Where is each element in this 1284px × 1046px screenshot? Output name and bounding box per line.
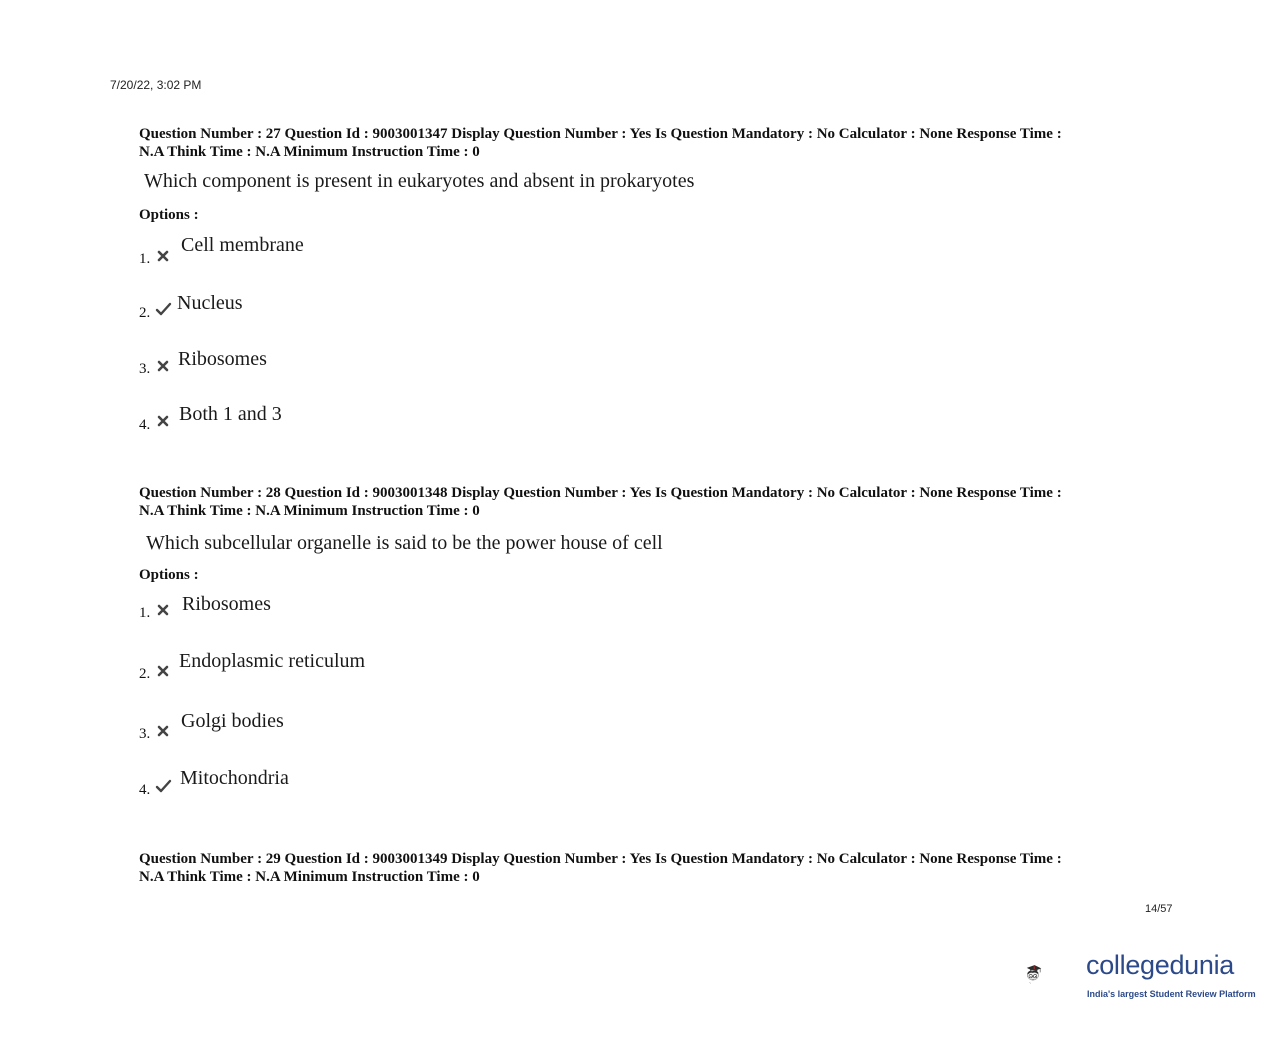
cross-icon (156, 603, 170, 617)
option-number: 3. (139, 361, 151, 377)
options-label: Options : (139, 207, 199, 223)
question-meta-line2: N.A Think Time : N.A Minimum Instruction Time : 0 (139, 503, 480, 519)
question-meta-line2: N.A Think Time : N.A Minimum Instruction Time : 0 (139, 869, 480, 885)
option-number: 1. (139, 605, 151, 621)
cross-icon (156, 414, 170, 428)
option-text: Nucleus (177, 292, 243, 314)
option-number: 4. (139, 782, 151, 798)
question-text: Which subcellular organelle is said to be the power house of cell (146, 532, 663, 554)
option-text: Both 1 and 3 (179, 403, 282, 425)
question-meta (139, 125, 1149, 161)
cross-icon (156, 724, 170, 738)
option-number: 1. (139, 251, 151, 267)
cross-icon (156, 664, 170, 678)
option-text: Ribosomes (178, 348, 267, 370)
logo-tagline: India's largest Student Review Platform (1087, 989, 1256, 999)
option-text: Endoplasmic reticulum (179, 650, 366, 672)
check-icon (155, 302, 172, 316)
question-meta (139, 484, 1149, 520)
question-text: Which component is present in eukaryotes and absent in prokaryotes (144, 170, 695, 192)
question-meta (139, 850, 1149, 886)
option-number: 2. (139, 305, 151, 321)
option-number: 4. (139, 417, 151, 433)
print-timestamp: 7/20/22, 3:02 PM (110, 78, 202, 92)
logo-wordmark: collegedunia (1086, 950, 1235, 980)
page-number: 14/57 (1145, 903, 1173, 915)
option-text: Cell membrane (181, 234, 304, 256)
option-text: Mitochondria (180, 767, 289, 789)
question-meta-line1: Question Number : 29 Question Id : 9003001349 Display Question Number : Yes Is Question Mandatory : No Calculator : None Response Time : (139, 851, 1062, 867)
option-text: Ribosomes (182, 593, 271, 615)
question-meta-line2: N.A Think Time : N.A Minimum Instruction Time : 0 (139, 144, 480, 160)
question-meta-line1: Question Number : 27 Question Id : 9003001347 Display Question Number : Yes Is Question Mandatory : No Calculator : None Response Time : (139, 126, 1062, 142)
cross-icon (156, 359, 170, 373)
option-number: 2. (139, 666, 151, 682)
check-icon (155, 779, 172, 793)
question-meta-line1: Question Number : 28 Question Id : 9003001348 Display Question Number : Yes Is Question Mandatory : No Calculator : None Response Time : (139, 485, 1062, 501)
option-text: Golgi bodies (181, 710, 284, 732)
option-number: 3. (139, 726, 151, 742)
cross-icon (156, 249, 170, 263)
mascot-icon (1024, 938, 1088, 1010)
options-label: Options : (139, 567, 199, 583)
